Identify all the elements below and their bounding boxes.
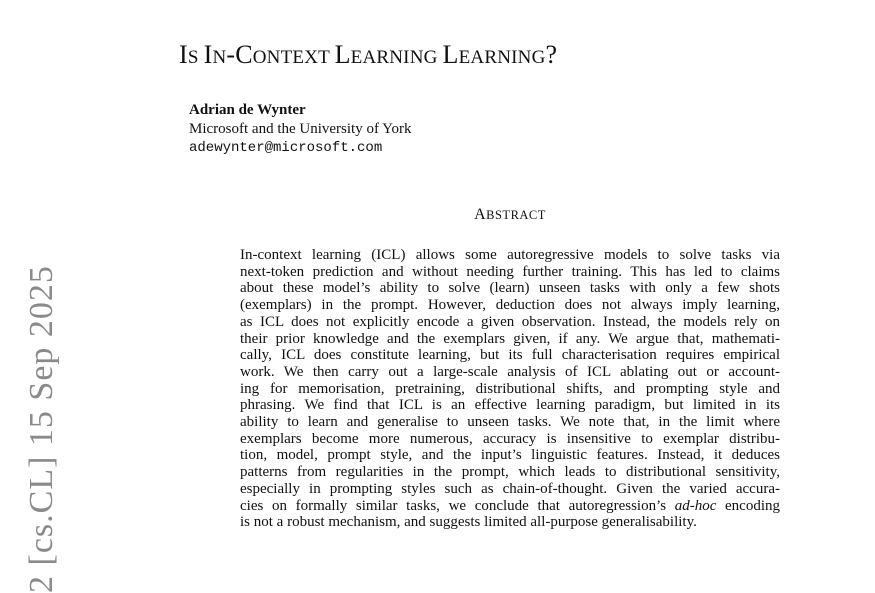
abstract-line-text: about these model’s ability to solve (learn) unseen tasks with only a few shots (240, 280, 780, 297)
abstract-line-text: work. We then carry out a large-scale analysis of ICL ablating out or account- (240, 363, 780, 380)
abstract-line (240, 414, 780, 431)
abstract-line-text: tion, model, prompt style, and the input’s linguistic features. Instead, it deduces (240, 447, 780, 464)
title-part: -C (226, 40, 253, 69)
abstract-line-text: In-context learning (ICL) allows some autoregressive models to solve tasks via (240, 247, 780, 263)
author-affiliation: Microsoft and the University of York (189, 121, 412, 137)
abstract-body (240, 247, 780, 531)
abstract-line-text: cally, ICL does constitute learning, but its full characterisation requires empirical (240, 347, 780, 364)
author-email: adewynter@microsoft.com (189, 140, 383, 156)
abstract-line (240, 314, 780, 331)
abstract-line (240, 381, 780, 398)
abstract-line-text: phrasing. We find that ICL is an effective learning paradigm, but limited in its (240, 397, 780, 414)
abstract-line-text: ing for memorisation, pretraining, distributional shifts, and prompting style and (240, 380, 780, 397)
abstract-line (240, 464, 780, 481)
title-part: I (179, 40, 188, 69)
arxiv-identifier-stamp: 2 [cs.CL] 15 Sep 2025 (23, 265, 60, 593)
abstract-heading-initial: A (474, 206, 487, 223)
title-part: EARNING (350, 47, 443, 68)
abstract-line-text: ability to learn and generalise to unseen tasks. We note that, in the limit where (240, 414, 780, 431)
abstract-line-text: as ICL does not explicitly encode a given observation. Instead, the models rely on (240, 313, 780, 330)
abstract-line (240, 364, 780, 381)
abstract-line-tail: encoding (716, 497, 781, 514)
abstract-heading-rest: BSTRACT (486, 208, 546, 222)
abstract-line (240, 331, 780, 348)
abstract-line-text: (exemplars) in the prompt. However, deduction does not always imply learning, (240, 297, 780, 314)
abstract-line-text: is not a robust mechanism, and suggests limited all-purpose generalisability. (240, 514, 697, 531)
abstract-line (240, 498, 780, 515)
abstract-italic-phrase: ad-hoc (674, 497, 717, 514)
paper-title (179, 39, 557, 74)
abstract-line (240, 347, 780, 364)
abstract-line (240, 514, 780, 531)
abstract-line (240, 431, 780, 448)
abstract-line-text: exemplars become more numerous, accuracy is insensitive to exemplar distribu- (240, 430, 780, 447)
abstract-line-text: patterns from regularities in the prompt, which leads to distributional sensitivity, (240, 464, 780, 481)
title-part: L (442, 40, 459, 69)
title-part: I (203, 40, 213, 69)
abstract-heading (240, 204, 780, 226)
abstract-line (240, 264, 780, 281)
title-part: ? (545, 40, 558, 69)
title-part: L (334, 40, 351, 69)
abstract-line (240, 247, 780, 264)
title-part: EARNING (458, 47, 546, 68)
author-block (189, 101, 411, 158)
abstract-line-text: their prior knowledge and the exemplars given, if any. We argue that, mathemati- (240, 330, 780, 347)
abstract-line (240, 447, 780, 464)
author-name: Adrian de Wynter (189, 102, 306, 118)
title-part: N (212, 47, 227, 68)
title-part: ONTEXT (252, 47, 335, 68)
abstract-line-text: cies on formally similar tasks, we conclude that autoregression’s (240, 497, 675, 514)
abstract-line (240, 297, 780, 314)
abstract-line (240, 481, 780, 498)
abstract-line-text: especially in prompting styles such as chain-of-thought. Given the varied accura- (240, 480, 780, 497)
abstract-line (240, 280, 780, 297)
abstract-line-text: next-token prediction and without needing further training. This has led to claims (240, 263, 780, 280)
abstract-line (240, 397, 780, 414)
title-part: S (187, 47, 204, 68)
